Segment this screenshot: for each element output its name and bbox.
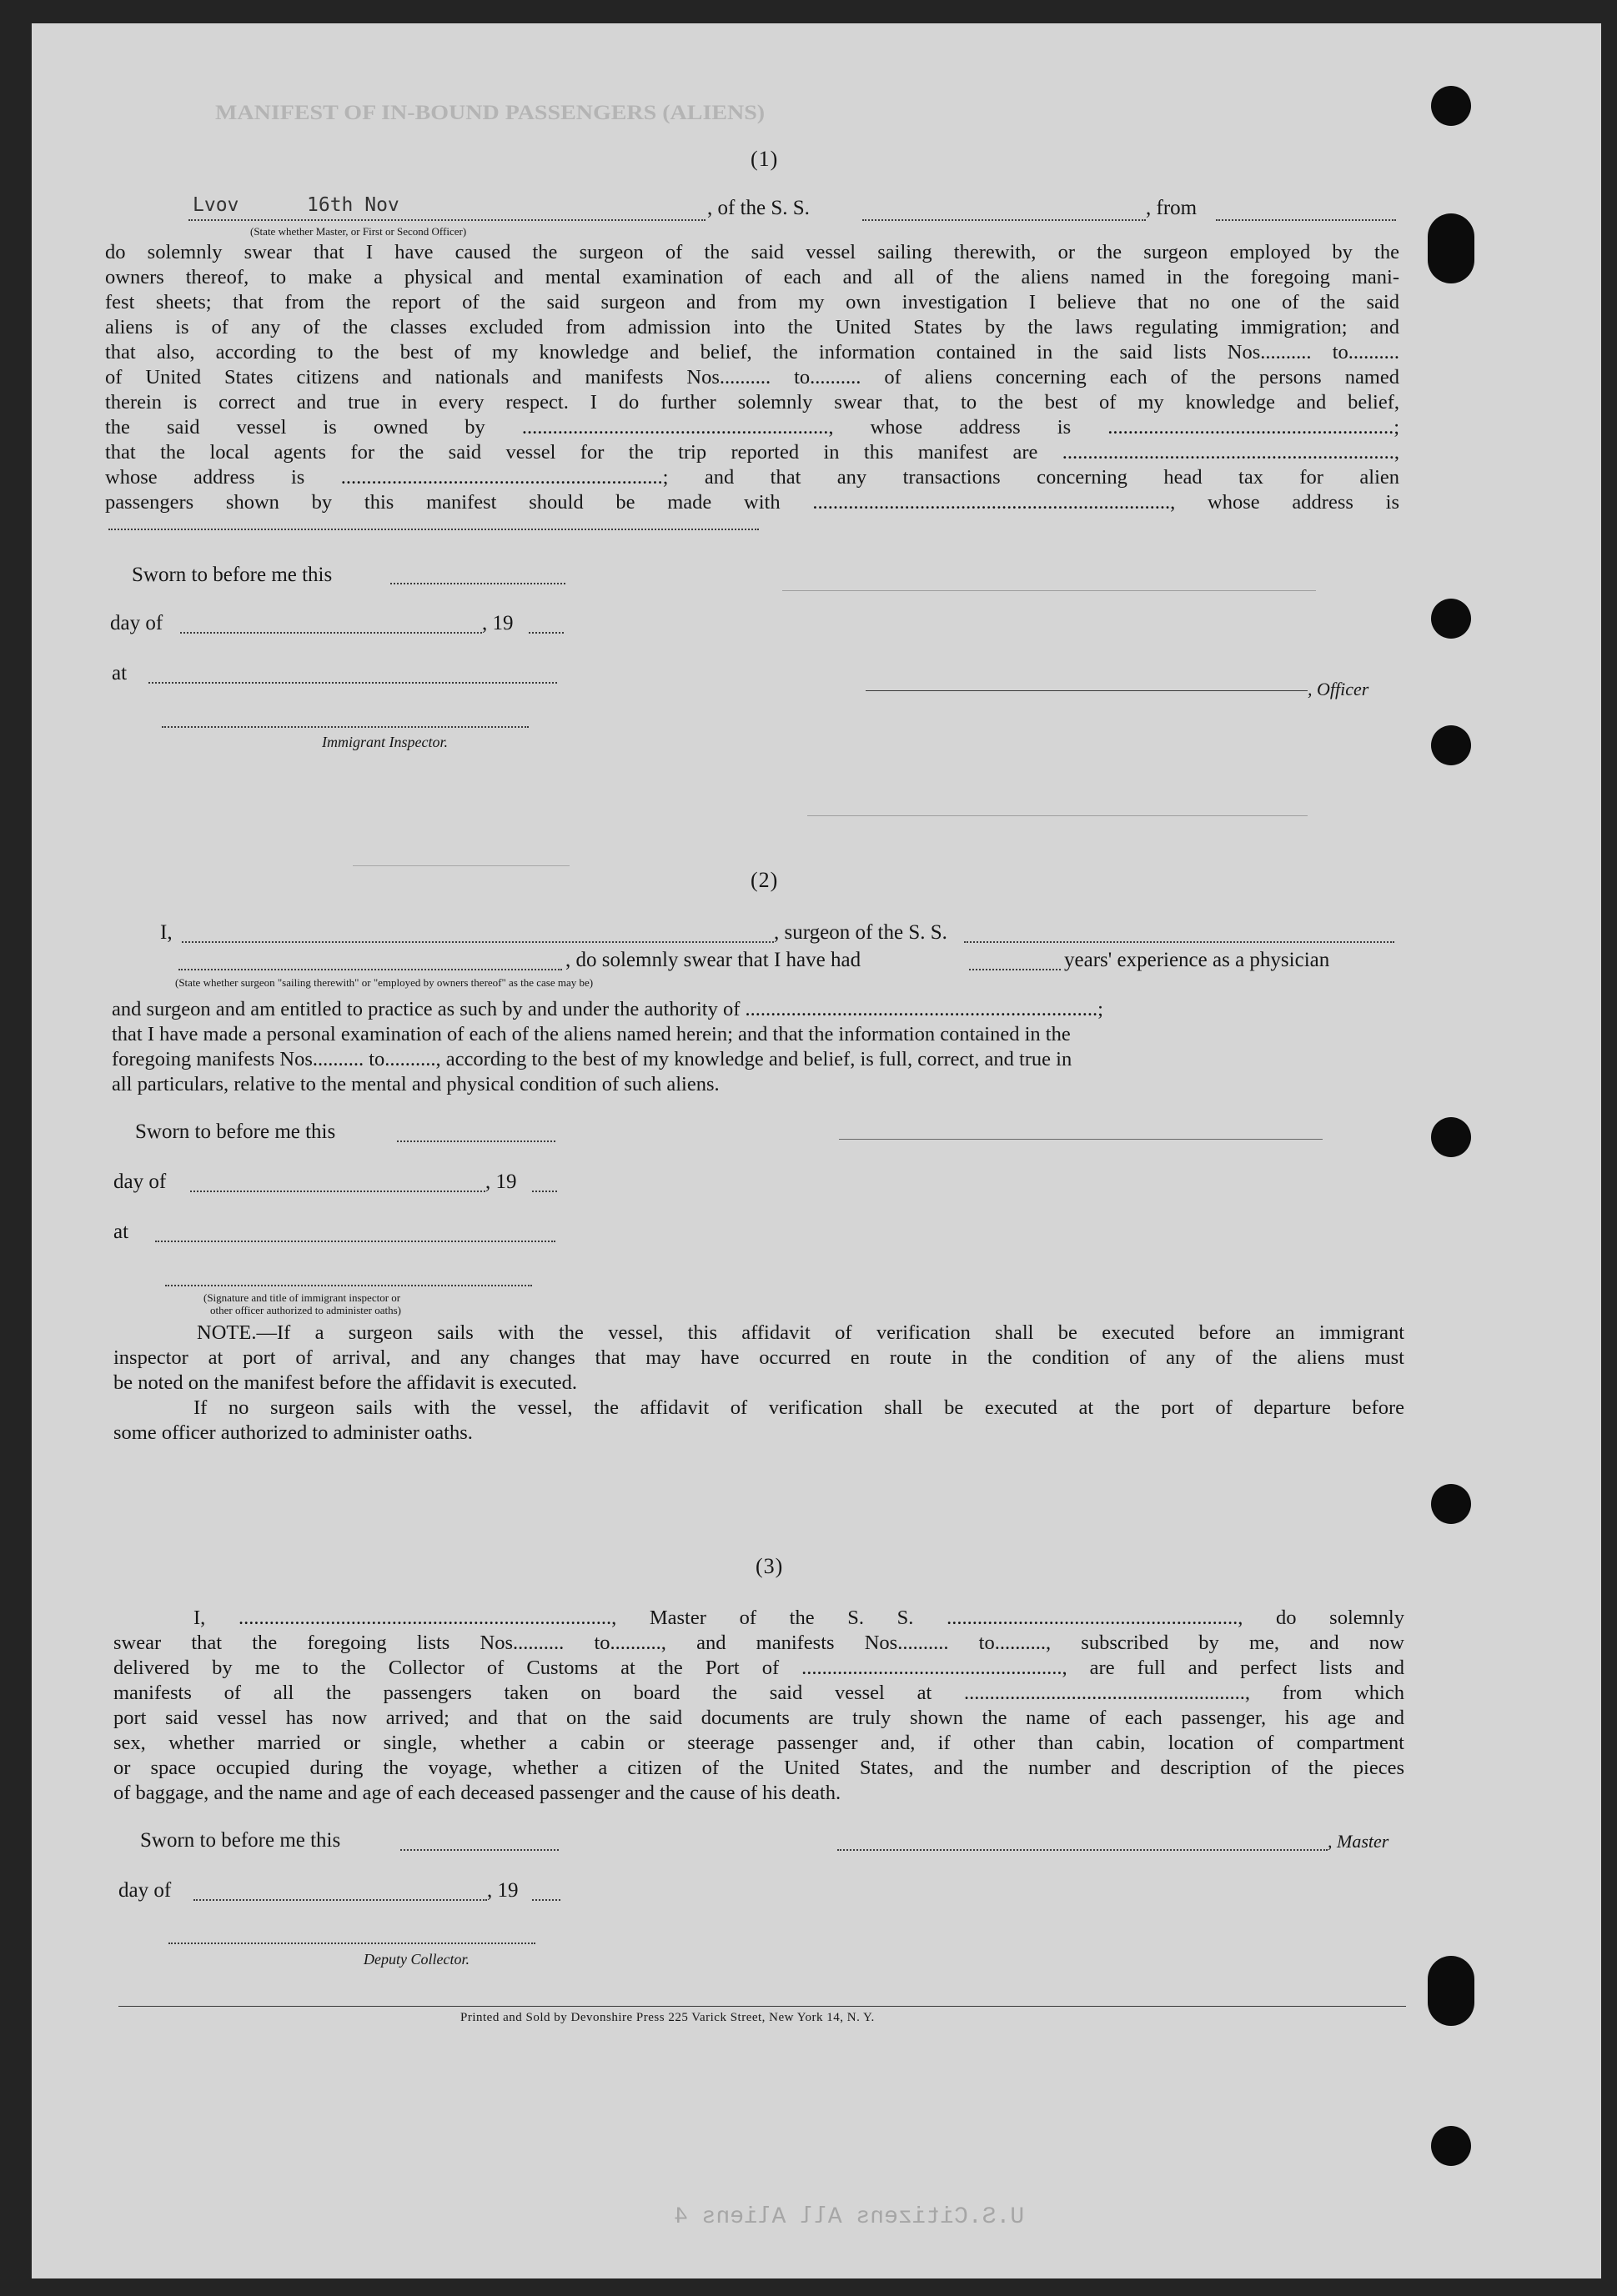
officer-signature-line [866, 690, 1308, 691]
at-label-2: at [113, 1221, 129, 1243]
surgeon-signature-line [839, 1139, 1323, 1140]
of-the-ss-label: , of the S. S. [707, 197, 810, 219]
surgeon-of-ss-label: , surgeon of the S. S. [774, 921, 947, 944]
signature-caption-line-2: other officer authorized to administer oaths) [210, 1304, 401, 1316]
day-of-line-2 [190, 1191, 485, 1192]
day-of-label-2: day of [113, 1171, 167, 1193]
at-label-1: at [112, 662, 128, 684]
surgeon-caption: (State whether surgeon "sailing therewith" or "employed by owners thereof" as the case may be) [175, 976, 594, 989]
paragraph-line: that also, according to the best of my knowledge and belief, the information contained in the said lists Nos.......... to.......... [105, 341, 1399, 363]
section-3-paragraph [113, 1606, 1404, 1806]
from-port-line [1216, 219, 1396, 221]
punch-hole [1431, 86, 1471, 126]
i-label-2: I, [160, 921, 173, 944]
handwritten-date: 16th Nov [307, 194, 399, 216]
faded-header: MANIFEST OF IN-BOUND PASSENGERS (ALIENS) [215, 101, 766, 125]
paragraph-line: swear that the foregoing lists Nos.......... to.........., and manifests Nos.......... to.........., subscribed by me, and now [113, 1632, 1404, 1654]
officer-caption: (State whether Master, or First or Second Officer) [250, 225, 467, 238]
sworn-date-line-3 [400, 1849, 559, 1851]
punch-hole [1428, 1956, 1474, 2026]
paragraph-line: sex, whether married or single, whether a cabin or steerage passenger and, if other than cabin, location of compartment [113, 1732, 1404, 1754]
at-line-2 [155, 1241, 555, 1242]
officer-name-line [188, 219, 706, 221]
paragraph-line: do solemnly swear that I have caused the surgeon of the said vessel sailing therewith, or the surgeon employed by the [105, 241, 1399, 263]
paragraph-line: therein is correct and true in every respect. I do further solemnly swear that, to the best of my knowledge and belief, [105, 391, 1399, 414]
year-label-1: , 19 [482, 612, 514, 634]
year-label-2: , 19 [485, 1171, 517, 1193]
punch-hole [1431, 1117, 1471, 1157]
sworn-label-2: Sworn to before me this [135, 1120, 336, 1143]
paragraph-line: foregoing manifests Nos.......... to.........., according to the best of my knowledge and belief, is full, correct, and true in [112, 1048, 1072, 1070]
paragraph-line: of baggage, and the name and age of each deceased passenger and the cause of his death. [113, 1782, 841, 1804]
faded-stamp-line [353, 865, 570, 866]
address-continuation-line [108, 529, 759, 530]
signature-caption-line-1: (Signature and title of immigrant inspector or [203, 1291, 401, 1304]
years-line [969, 969, 1061, 970]
years-experience-label: years' experience as a physician [1064, 949, 1330, 971]
sworn-label-3: Sworn to before me this [140, 1829, 341, 1852]
punch-hole [1431, 2126, 1471, 2166]
footer-rule [118, 2006, 1406, 2007]
sworn-label-1: Sworn to before me this [132, 564, 333, 586]
note-paragraph-cont [113, 1346, 1404, 1396]
document-sheet [32, 23, 1601, 2278]
day-of-line-1 [180, 632, 482, 634]
do-swear-label: , do solemnly swear that I have had [565, 949, 861, 971]
day-of-label-1: day of [110, 612, 163, 634]
paragraph-line: delivered by me to the Collector of Customs at the Port of ..................................................., are full and perfect lists and [113, 1657, 1404, 1679]
handwritten-officer-name: Lvov [193, 194, 239, 216]
printer-footer: Printed and Sold by Devonshire Press 225 Varick Street, New York 14, N. Y. [460, 2011, 875, 2024]
punch-hole [1428, 213, 1474, 283]
paragraph-line: all particulars, relative to the mental and physical condition of such aliens. [112, 1073, 720, 1095]
faded-stamp-line [782, 590, 1316, 591]
faded-mirror-text: U.S.Citizens All Aliens 4 [674, 2204, 1025, 2230]
section-1-paragraph [105, 240, 1399, 515]
note-paragraph [113, 1321, 1404, 1346]
paragraph-line: I, ........................................................................., Master of the S. S. ........................................................., do solemnly [193, 1607, 1404, 1629]
paragraph-line: owners thereof, to make a physical and mental examination of each and all of the aliens named in the foregoing mani- [105, 266, 1399, 288]
vessel-name-line [862, 219, 1146, 221]
note-line: inspector at port of arrival, and any changes that may have occurred en route in the condition of any of the aliens must [113, 1346, 1404, 1369]
paragraph-line: fest sheets; that from the report of the said surgeon and from my own investigation I believe that no one of the said [105, 291, 1399, 313]
surgeon-status-line [178, 969, 562, 970]
note-line: If no surgeon sails with the vessel, the affidavit of verification shall be executed at the port of departure before [193, 1396, 1404, 1419]
collector-caption: Deputy Collector. [364, 1951, 470, 1968]
sworn-date-line-2 [397, 1140, 555, 1142]
year-line-3 [532, 1899, 560, 1901]
section-2-paragraph [112, 997, 1403, 1097]
note-line: be noted on the manifest before the affidavit is executed. [113, 1371, 578, 1394]
punch-hole [1431, 599, 1471, 639]
section-1-heading: (1) [751, 147, 779, 171]
note-line: NOTE.—If a surgeon sails with the vessel, this affidavit of verification shall be executed before an immigrant [197, 1321, 1404, 1344]
paragraph-line: passengers shown by this manifest should be made with ......................................................................, whose address is [105, 491, 1399, 514]
surgeon-name-line [182, 941, 774, 943]
year-label-3: , 19 [487, 1879, 519, 1902]
paragraph-line: port said vessel has now arrived; and that on the said documents are truly shown the name of each passenger, his age and [113, 1707, 1404, 1729]
punch-hole [1431, 725, 1471, 765]
inspector-caption: Immigrant Inspector. [322, 734, 448, 750]
signature-line-2 [165, 1285, 532, 1286]
from-label: , from [1146, 197, 1198, 219]
sworn-date-line-1 [390, 583, 565, 584]
note-line: some officer authorized to administer oaths. [113, 1421, 473, 1444]
master-signature-line [837, 1849, 1328, 1851]
punch-hole [1431, 1484, 1471, 1524]
paragraph-line: that the local agents for the said vessel for the trip reported in this manifest are ................................................................., [105, 441, 1399, 464]
faded-stamp-line [807, 815, 1308, 816]
paragraph-line: and surgeon and am entitled to practice as such by and under the authority of .....................................................................; [112, 998, 1103, 1020]
inspector-signature-line [162, 726, 529, 728]
surgeon-vessel-line [964, 941, 1394, 943]
note-2-paragraph [113, 1396, 1404, 1446]
paragraph-line: of United States citizens and nationals and manifests Nos.......... to.......... of aliens concerning each of the persons named [105, 366, 1399, 389]
section-3-heading: (3) [756, 1554, 784, 1578]
officer-label: , Officer [1308, 679, 1369, 699]
day-of-label-3: day of [118, 1879, 172, 1902]
day-of-line-3 [193, 1899, 487, 1901]
paragraph-line: manifests of all the passengers taken on board the said vessel at ......................................................., from which [113, 1682, 1404, 1704]
collector-signature-line [168, 1943, 535, 1944]
year-line-2 [532, 1191, 557, 1192]
master-label: , Master [1328, 1831, 1389, 1852]
paragraph-line: that I have made a personal examination of each of the aliens named herein; and that the information contained in the [112, 1023, 1071, 1045]
at-line-1 [148, 682, 557, 684]
paragraph-line: whose address is ...............................................................; and that any transactions concerning head tax for alien [105, 466, 1399, 489]
paragraph-line: aliens is of any of the classes excluded from admission into the United States by the laws regulating immigration; and [105, 316, 1399, 338]
section-2-heading: (2) [751, 868, 779, 892]
paragraph-line: or space occupied during the voyage, whether a citizen of the United States, and the number and description of the pieces [113, 1757, 1404, 1779]
year-line-1 [529, 632, 564, 634]
paragraph-line: the said vessel is owned by ............................................................, whose address is ........................................................; [105, 416, 1399, 439]
